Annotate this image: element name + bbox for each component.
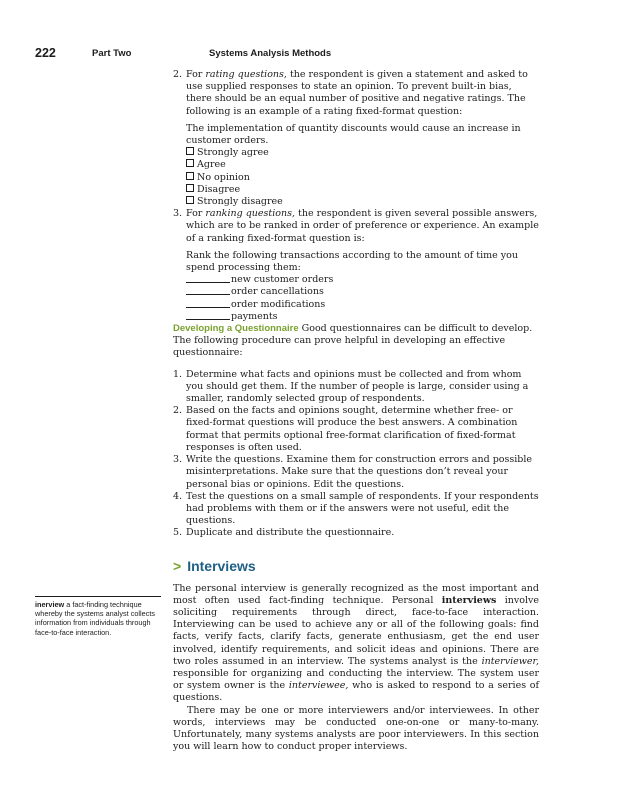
interviewee-term: interviewee, <box>288 680 349 692</box>
rank-blank-line <box>186 299 230 308</box>
running-header <box>35 46 595 62</box>
rating-term: rating questions, <box>205 69 287 80</box>
section-arrow-icon: > <box>173 557 182 574</box>
main-column <box>173 69 539 753</box>
ranking-intro: For ranking questions, the respondent is given several possible answers, which are to be ranked in order of preference or experience. An example of a ranking fixed-format question is: <box>186 208 539 244</box>
margin-definition <box>35 596 161 637</box>
rank-blank-line <box>186 274 230 283</box>
rating-option: Strongly agree <box>186 147 539 159</box>
item-number: 3. <box>173 208 183 220</box>
rating-example-statement: The implementation of quantity discounts would cause an increase in customer orders. <box>186 122 521 147</box>
procedure-step: 5. Duplicate and distribute the questionnaire. <box>173 527 395 539</box>
interviews-heading: > Interviews <box>173 557 256 574</box>
developing-questionnaire-heading: Developing a Questionnaire <box>173 323 299 335</box>
definition-term: inerview <box>35 600 65 609</box>
ranking-term: ranking questions, <box>205 208 295 220</box>
ranking-option: payments <box>186 311 539 323</box>
interviews-paragraph-1: The personal interview is generally recognized as the most important and most often used fact-finding technique. Personal interviews involve soliciting requirements through direct, face-to-face interaction. Interviewing can be used to achieve any or all of the following goals: find facts, verify facts, clarify facts, generate enthusiasm, get the end user involved, identify requirements, and solicit ideas and opinions. There are two roles assumed in an interview. The systems analyst is the interviewer, responsible for organizing and conducting the interview. The system user or system owner is the interviewee, who is asked to respond to a series of questions. <box>173 582 539 704</box>
rating-option: No opinion <box>186 172 539 184</box>
checkbox-icon <box>186 184 194 192</box>
procedure-step: 1. Determine what facts and opinions must be collected and from whom you should get them. If the number of people is large, consider using a smaller, randomly selected group of respondents. <box>173 368 529 405</box>
checkbox-icon <box>186 159 194 167</box>
part-label: Part Two <box>92 48 132 59</box>
rating-option: Strongly disagree <box>186 196 539 208</box>
procedure-step: 3. Write the questions. Examine them for construction errors and possible misinterpretations. Make sure that the questions don’t reveal your personal bias or opinions. Edit the questions. <box>173 454 533 490</box>
rank-blank-line <box>186 286 230 295</box>
interviewer-term: interviewer, <box>481 655 539 667</box>
ranking-option: order modifications <box>186 299 539 311</box>
chapter-label: Systems Analysis Methods <box>209 48 332 59</box>
ranking-questions-item <box>173 208 539 323</box>
checkbox-icon <box>186 147 194 155</box>
definition-text: a fact-finding technique whereby the systems analyst collects information from individuals through face-to-face interaction. <box>35 600 156 637</box>
procedure-step: 4. Test the questions on a small sample of respondents. If your respondents had problems with them or if the answers were not useful, edit the questions. <box>173 490 539 527</box>
rating-option: Disagree <box>186 184 539 196</box>
checkbox-icon <box>186 196 194 204</box>
ranking-example-statement: Rank the following transactions according to the amount of time you spend processing them: <box>186 249 518 274</box>
interviews-term: interviews <box>441 594 497 606</box>
rating-options <box>186 147 539 208</box>
questionnaire-procedure-list <box>173 369 539 540</box>
rank-blank-line <box>186 311 230 320</box>
checkbox-icon <box>186 172 194 180</box>
ranking-option: order cancellations <box>186 286 539 298</box>
procedure-step: 2. Based on the facts and opinions sought, determine whether free- or fixed-format questions will produce the best answers. A combination format that permits optional free-format clarification of fixed-format responses is often used. <box>173 405 518 453</box>
item-number: 2. <box>173 69 183 80</box>
ranking-option: new customer orders <box>186 274 539 286</box>
page-number: 222 <box>35 46 56 60</box>
interviews-paragraph-2: There may be one or more interviewers and/or interviewees. In other words, interviews may be conducted one-on-one or many-to-many. Unfortunately, many systems analysts are poor interviewers. In this section you will learn how to conduct proper interviews. <box>173 704 539 753</box>
rating-questions-item <box>173 69 539 208</box>
rating-intro: For rating questions, the respondent is given a statement and asked to use supplied responses to state an opinion. To prevent built-in bias, there should be an equal number of positive and negative ratings. The following is an example of a rating fixed-format question: <box>186 69 528 117</box>
ranking-options <box>186 274 539 323</box>
interviews-body <box>173 583 539 754</box>
developing-questionnaire-paragraph: Developing a Questionnaire Good questionnaires can be difficult to develop. The following procedure can prove helpful in developing an effective questionnaire: <box>173 323 533 359</box>
rating-option: Agree <box>186 159 539 171</box>
